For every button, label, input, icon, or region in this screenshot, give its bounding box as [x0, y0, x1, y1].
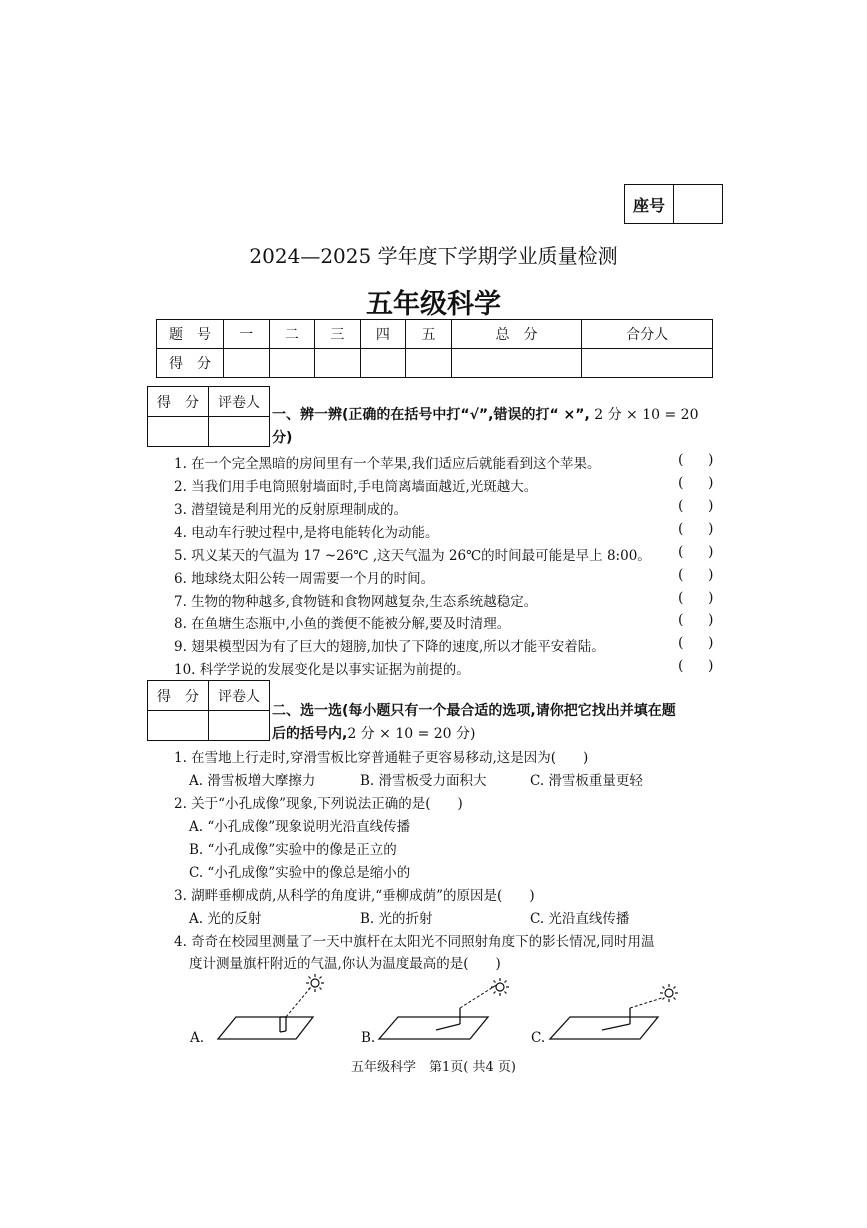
- section1-grader-box: [147, 386, 270, 447]
- tf-question: 5. 巩义某天的气温为 17 ~26℃ ,这天气温为 26℃的时间最可能是早上 8:00。: [174, 548, 651, 564]
- section2-grader-box: [147, 680, 270, 741]
- score-table: [156, 319, 713, 378]
- figure-label-a: A.: [190, 1030, 205, 1046]
- answer-blank[interactable]: ( ): [678, 452, 714, 468]
- answer-blank[interactable]: ( ): [678, 658, 714, 674]
- grader-reviewer-label: 评卷人: [209, 681, 270, 711]
- score-table-col-header: 五: [406, 320, 452, 349]
- grader-reviewer-label: 评卷人: [209, 387, 270, 417]
- score-cell[interactable]: [269, 349, 315, 378]
- mc-question-stem: 4. 奇奇在校园里测量了一天中旗杆在太阳光不同照射角度下的影长情况,同时用温: [174, 934, 655, 950]
- answer-blank[interactable]: ( ): [678, 498, 714, 514]
- option-b: B. 光的折射: [360, 911, 433, 927]
- seat-label: 座号: [625, 185, 674, 224]
- sun-icon: [306, 974, 324, 992]
- tf-question: 6. 地球绕太阳公转一周需要一个月的时间。: [174, 571, 435, 587]
- mc-question-stem: 2. 关于“小孔成像”现象,下列说法正确的是( ): [174, 796, 463, 812]
- grader-score-field[interactable]: [148, 417, 209, 447]
- score-cell[interactable]: [315, 349, 361, 378]
- grader-reviewer-field[interactable]: [209, 417, 270, 447]
- tf-question: 2. 当我们用手电筒照射墙面时,手电筒离墙面越近,光斑越大。: [174, 479, 538, 495]
- tf-question: 7. 生物的物种越多,食物链和食物网越复杂,生态系统越稳定。: [174, 594, 538, 610]
- tf-question: 3. 潜望镜是利用光的反射原理制成的。: [174, 502, 408, 518]
- answer-blank[interactable]: ( ): [678, 544, 714, 560]
- option-c: C. 滑雪板重量更轻: [530, 773, 643, 789]
- option-c: C. “小孔成像”实验中的像总是缩小的: [189, 865, 411, 881]
- score-cell[interactable]: [582, 349, 713, 378]
- mc-question-stem: 3. 湖畔垂柳成荫,从科学的角度讲,“垂柳成荫”的原因是( ): [174, 888, 535, 904]
- figure-label-b: B.: [361, 1030, 376, 1046]
- score-table-col-header: 四: [360, 320, 406, 349]
- section2-heading: 二、选一选(每小题只有一个最合适的选项,请你把它找出并填在题 后的括号内,2 分 × 10 = 20 分): [272, 703, 676, 742]
- exam-title: 2024—2025 学年度下学期学业质量检测: [249, 244, 618, 268]
- answer-blank[interactable]: ( ): [678, 590, 714, 606]
- tf-question: 10. 科学学说的发展变化是以事实证据为前提的。: [174, 662, 470, 678]
- score-table-col-header: 三: [315, 320, 361, 349]
- score-cell[interactable]: [224, 349, 270, 378]
- answer-blank[interactable]: ( ): [678, 635, 714, 651]
- grader-score-label: 得 分: [148, 681, 209, 711]
- shadow-figure-a: [208, 972, 328, 1052]
- option-b: B. “小孔成像”实验中的像是正立的: [189, 842, 397, 858]
- score-table-row-header: 得 分: [157, 349, 224, 378]
- shadow-figure-c: [546, 972, 686, 1052]
- page-footer: 五年级科学 第1页( 共4 页): [351, 1060, 516, 1075]
- score-table-col-header: 一: [224, 320, 270, 349]
- mc-question-stem: 1. 在雪地上行走时,穿滑雪板比穿普通鞋子更容易移动,这是因为( ): [174, 750, 589, 766]
- answer-blank[interactable]: ( ): [678, 475, 714, 491]
- grader-score-label: 得 分: [148, 387, 209, 417]
- option-b: B. 滑雪板受力面积大: [360, 773, 487, 789]
- sun-icon: [491, 978, 509, 996]
- mc-question-stem-cont: 度计测量旗杆附近的气温,你认为温度最高的是( ): [189, 956, 501, 972]
- score-table-row-header: 题 号: [157, 320, 224, 349]
- option-a: A. “小孔成像”现象说明光沿直线传播: [189, 819, 411, 835]
- answer-blank[interactable]: ( ): [678, 521, 714, 537]
- tf-question: 9. 翅果模型因为有了巨大的翅膀,加快了下降的速度,所以才能平安着陆。: [174, 639, 605, 655]
- score-table-col-header: 二: [269, 320, 315, 349]
- tf-question: 8. 在鱼塘生态瓶中,小鱼的粪便不能被分解,要及时清理。: [174, 616, 511, 632]
- option-a: A. 光的反射: [189, 911, 262, 927]
- seat-number-field[interactable]: [674, 185, 723, 224]
- answer-blank[interactable]: ( ): [678, 612, 714, 628]
- tf-question: 1. 在一个完全黑暗的房间里有一个苹果,我们适应后就能看到这个苹果。: [174, 456, 601, 472]
- score-table-col-header: 合分人: [582, 320, 713, 349]
- shadow-figure-b: [376, 972, 516, 1052]
- subject-title: 五年级科学: [366, 289, 501, 320]
- option-a: A. 滑雪板增大摩擦力: [189, 773, 316, 789]
- option-c: C. 光沿直线传播: [530, 911, 630, 927]
- score-cell[interactable]: [360, 349, 406, 378]
- answer-blank[interactable]: ( ): [678, 567, 714, 583]
- grader-score-field[interactable]: [148, 711, 209, 741]
- seat-number-box: [624, 184, 723, 224]
- sun-icon: [660, 984, 678, 1002]
- score-table-col-header: 总 分: [451, 320, 582, 349]
- grader-reviewer-field[interactable]: [209, 711, 270, 741]
- score-cell[interactable]: [406, 349, 452, 378]
- tf-question: 4. 电动车行驶过程中,是将电能转化为动能。: [174, 525, 439, 541]
- section1-heading: 一、辨一辨(正确的在括号中打“√”,错误的打“ ×”, 2 分 × 10 = 20 分): [272, 407, 699, 446]
- figure-label-c: C.: [531, 1030, 546, 1046]
- score-cell[interactable]: [451, 349, 582, 378]
